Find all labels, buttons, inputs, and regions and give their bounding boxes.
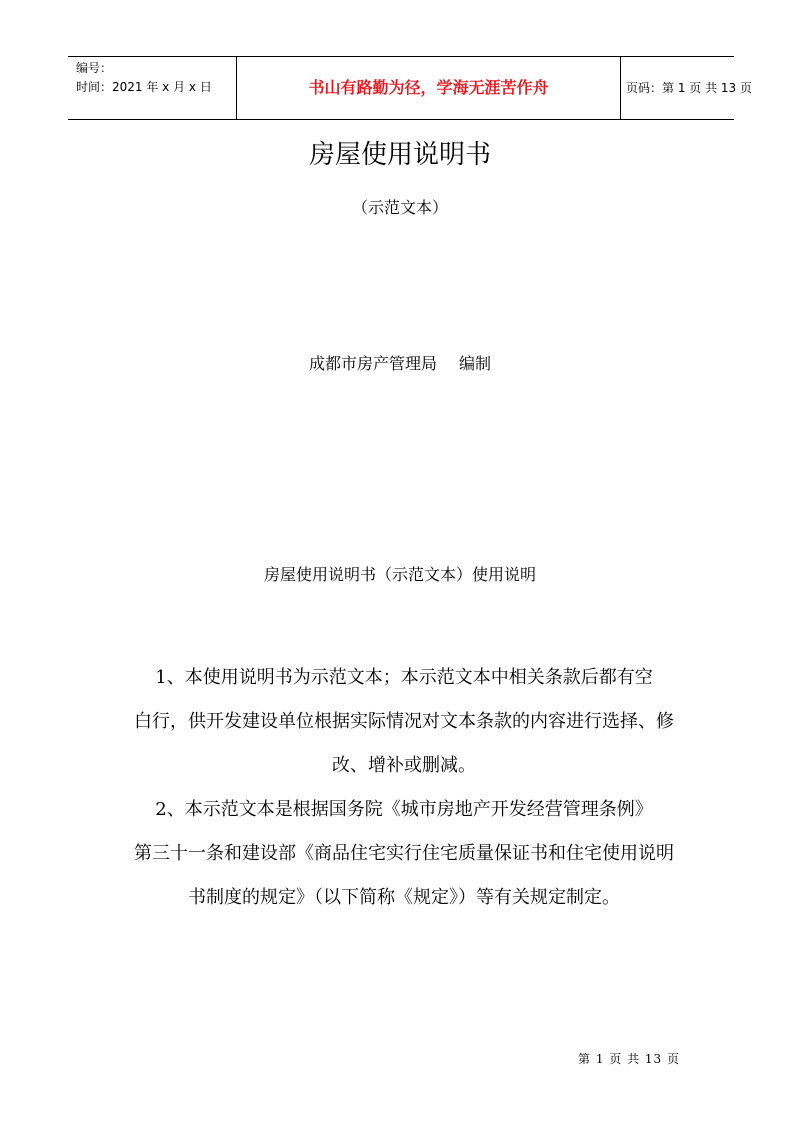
document-subtitle: （示范文本） bbox=[351, 198, 448, 217]
section-title: 房屋使用说明书（示范文本）使用说明 bbox=[263, 565, 536, 584]
paragraph-line: 1、本使用说明书为示范文本；本示范文本中相关条款后都有空 bbox=[155, 667, 653, 688]
page-footer: 第 1 页 共 13 页 bbox=[578, 1052, 680, 1066]
paragraph-line: 第三十一条和建设部《商品住宅实行住宅质量保证书和住宅使用说明 bbox=[134, 843, 674, 864]
paragraph-line: 书制度的规定》（以下简称《规定》）等有关规定制定。 bbox=[188, 887, 620, 908]
paragraph-1 bbox=[118, 656, 690, 788]
header-page-cell bbox=[620, 57, 752, 119]
header-page-info: 页码：第 1 页 共 13 页 bbox=[626, 81, 752, 95]
document-time-label: 时间：2021 年 x 月 x 日 bbox=[76, 80, 212, 94]
paragraph-line: 2、本示范文本是根据国务院《城市房地产开发经营管理条例》 bbox=[155, 799, 653, 820]
header-meta-cell bbox=[68, 57, 236, 119]
publisher-name: 成都市房产管理局 bbox=[308, 354, 437, 373]
paragraph-line: 白行，供开发建设单位根据实际情况对文本条款的内容进行选择、修 bbox=[134, 711, 674, 732]
header-motto-cell bbox=[236, 57, 621, 119]
publisher-suffix: 编制 bbox=[459, 354, 492, 373]
header-motto: 书山有路勤为径，学海无涯苦作舟 bbox=[308, 78, 549, 97]
document-publisher bbox=[0, 352, 800, 376]
paragraph-line: 改、增补或删减。 bbox=[332, 755, 476, 776]
document-number-label: 编号： bbox=[76, 61, 113, 75]
paragraph-2 bbox=[118, 788, 690, 920]
document-title: 房屋使用说明书 bbox=[308, 140, 491, 170]
page-header bbox=[68, 56, 752, 120]
